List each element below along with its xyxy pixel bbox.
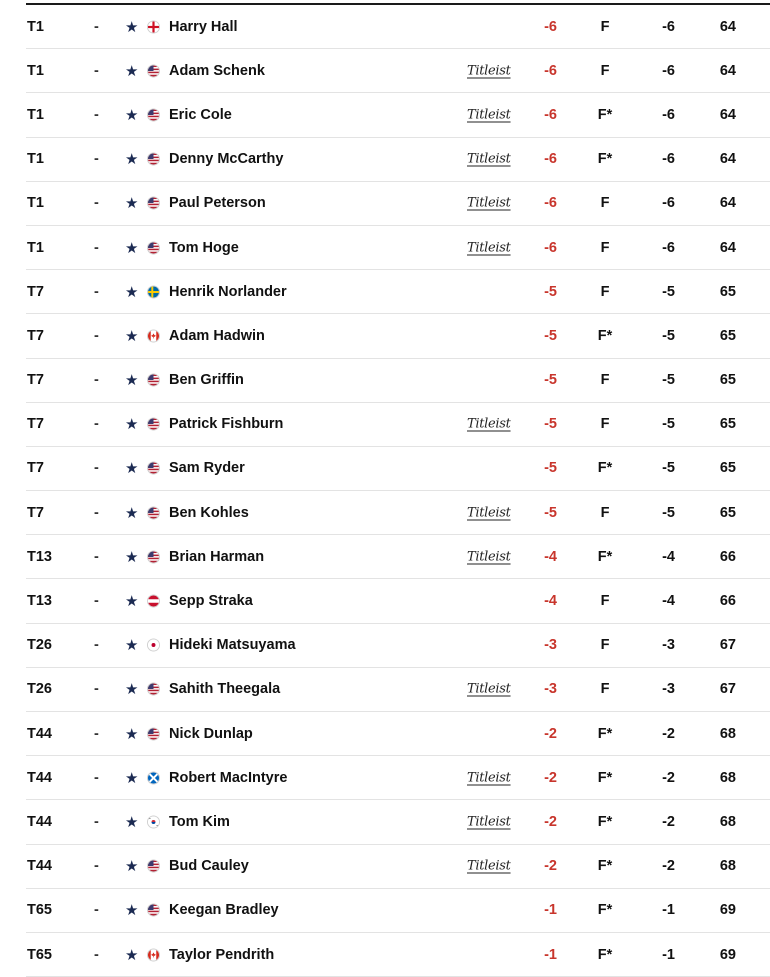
- flag-usa-icon: [147, 418, 160, 431]
- round-score: -4: [662, 548, 675, 565]
- round-strokes: 68: [719, 858, 736, 875]
- round-score: -3: [662, 681, 675, 698]
- round-score: -5: [662, 460, 675, 477]
- position-movement: -: [94, 372, 99, 389]
- thru-status: F: [600, 62, 610, 79]
- sponsor-logo: Titleist: [467, 107, 511, 123]
- player-row[interactable]: [26, 314, 770, 358]
- player-row[interactable]: [26, 845, 770, 889]
- round-strokes: 68: [719, 725, 736, 742]
- position-movement: -: [94, 548, 99, 565]
- round-strokes: 64: [719, 195, 736, 212]
- round-score: -5: [662, 283, 675, 300]
- sponsor-logo: Titleist: [467, 770, 511, 786]
- round-strokes: 66: [719, 548, 736, 565]
- player-name[interactable]: Hideki Matsuyama: [169, 637, 296, 654]
- total-to-par: -6: [544, 18, 557, 35]
- favorite-star-icon[interactable]: ★: [125, 946, 139, 964]
- total-to-par: -6: [544, 239, 557, 256]
- leaderboard: [26, 3, 770, 977]
- flag-aut-icon: [147, 595, 160, 608]
- position-movement: -: [94, 151, 99, 168]
- position-movement: -: [94, 813, 99, 830]
- flag-usa-icon: [147, 904, 160, 917]
- player-name[interactable]: Robert MacIntyre: [169, 769, 288, 786]
- player-row[interactable]: [26, 447, 770, 491]
- position: T1: [27, 106, 44, 123]
- position-movement: -: [94, 681, 99, 698]
- round-strokes: 64: [719, 151, 736, 168]
- total-to-par: -2: [544, 813, 557, 830]
- favorite-star-icon[interactable]: ★: [125, 239, 139, 257]
- position: T1: [27, 151, 44, 168]
- flag-sco-icon: [147, 771, 160, 784]
- position: T44: [27, 858, 52, 875]
- flag-usa-icon: [147, 153, 160, 166]
- position: T26: [27, 637, 52, 654]
- flag-jpn-icon: [147, 639, 160, 652]
- favorite-star-icon[interactable]: ★: [125, 460, 139, 478]
- round-score: -1: [662, 946, 675, 963]
- flag-eng-icon: [147, 20, 160, 33]
- round-score: -5: [662, 416, 675, 433]
- position-movement: -: [94, 637, 99, 654]
- player-name[interactable]: Patrick Fishburn: [169, 416, 284, 433]
- position: T65: [27, 902, 52, 919]
- favorite-star-icon[interactable]: ★: [125, 858, 139, 876]
- position-movement: -: [94, 460, 99, 477]
- flag-usa-icon: [147, 241, 160, 254]
- position: T26: [27, 681, 52, 698]
- player-row[interactable]: [26, 182, 770, 226]
- sponsor-logo: Titleist: [467, 240, 511, 256]
- thru-status: F: [600, 372, 610, 389]
- total-to-par: -6: [544, 195, 557, 212]
- player-row[interactable]: [26, 933, 770, 977]
- round-strokes: 65: [719, 283, 736, 300]
- player-row[interactable]: [26, 270, 770, 314]
- total-to-par: -3: [544, 681, 557, 698]
- flag-usa-icon: [147, 374, 160, 387]
- round-strokes: 68: [719, 769, 736, 786]
- favorite-star-icon[interactable]: ★: [125, 151, 139, 169]
- player-name[interactable]: Tom Hoge: [169, 239, 239, 256]
- total-to-par: -5: [544, 283, 557, 300]
- position: T1: [27, 18, 44, 35]
- flag-usa-icon: [147, 108, 160, 121]
- thru-status: F: [600, 283, 610, 300]
- player-name[interactable]: Paul Peterson: [169, 195, 266, 212]
- thru-status: F: [600, 239, 610, 256]
- round-score: -5: [662, 327, 675, 344]
- position-movement: -: [94, 106, 99, 123]
- position-movement: -: [94, 327, 99, 344]
- flag-usa-icon: [147, 197, 160, 210]
- flag-usa-icon: [147, 506, 160, 519]
- round-score: -2: [662, 725, 675, 742]
- round-strokes: 64: [719, 106, 736, 123]
- thru-status: F*: [597, 946, 613, 963]
- position-movement: -: [94, 239, 99, 256]
- thru-status: F*: [597, 858, 613, 875]
- position: T44: [27, 725, 52, 742]
- player-name[interactable]: Henrik Norlander: [169, 283, 287, 300]
- round-strokes: 65: [719, 460, 736, 477]
- favorite-star-icon[interactable]: ★: [125, 637, 139, 655]
- favorite-star-icon[interactable]: ★: [125, 283, 139, 301]
- player-name[interactable]: Adam Schenk: [169, 62, 265, 79]
- round-score: -5: [662, 372, 675, 389]
- thru-status: F*: [597, 548, 613, 565]
- total-to-par: -3: [544, 637, 557, 654]
- round-strokes: 67: [719, 637, 736, 654]
- round-score: -3: [662, 637, 675, 654]
- position-movement: -: [94, 416, 99, 433]
- round-strokes: 65: [719, 372, 736, 389]
- position: T7: [27, 460, 44, 477]
- sponsor-logo: Titleist: [467, 681, 511, 697]
- flag-swe-icon: [147, 285, 160, 298]
- favorite-star-icon[interactable]: ★: [125, 593, 139, 611]
- flag-usa-icon: [147, 550, 160, 563]
- thru-status: F: [600, 504, 610, 521]
- thru-status: F: [600, 681, 610, 698]
- player-name[interactable]: Eric Cole: [169, 106, 232, 123]
- position: T13: [27, 548, 52, 565]
- round-score: -6: [662, 62, 675, 79]
- player-name[interactable]: Nick Dunlap: [169, 725, 253, 742]
- favorite-star-icon[interactable]: ★: [125, 769, 139, 787]
- position-movement: -: [94, 62, 99, 79]
- sponsor-logo: Titleist: [467, 505, 511, 521]
- total-to-par: -6: [544, 62, 557, 79]
- favorite-star-icon[interactable]: ★: [125, 106, 139, 124]
- favorite-star-icon[interactable]: ★: [125, 62, 139, 80]
- flag-usa-icon: [147, 683, 160, 696]
- position: T7: [27, 327, 44, 344]
- thru-status: F*: [597, 769, 613, 786]
- favorite-star-icon[interactable]: ★: [125, 372, 139, 390]
- player-name[interactable]: Bud Cauley: [169, 858, 249, 875]
- round-strokes: 67: [719, 681, 736, 698]
- round-strokes: 64: [719, 62, 736, 79]
- flag-can-icon: [147, 329, 160, 342]
- position-movement: -: [94, 283, 99, 300]
- total-to-par: -4: [544, 548, 557, 565]
- thru-status: F: [600, 593, 610, 610]
- flag-usa-icon: [147, 462, 160, 475]
- position: T1: [27, 195, 44, 212]
- total-to-par: -6: [544, 106, 557, 123]
- position-movement: -: [94, 769, 99, 786]
- player-name[interactable]: Sahith Theegala: [169, 681, 281, 698]
- player-row[interactable]: [26, 49, 770, 93]
- favorite-star-icon[interactable]: ★: [125, 416, 139, 434]
- thru-status: F*: [597, 151, 613, 168]
- round-score: -1: [662, 902, 675, 919]
- round-score: -6: [662, 195, 675, 212]
- round-score: -6: [662, 239, 675, 256]
- round-strokes: 66: [719, 593, 736, 610]
- thru-status: F: [600, 195, 610, 212]
- flag-usa-icon: [147, 727, 160, 740]
- round-score: -2: [662, 769, 675, 786]
- sponsor-logo: Titleist: [467, 858, 511, 874]
- position: T13: [27, 593, 52, 610]
- round-score: -4: [662, 593, 675, 610]
- position: T44: [27, 813, 52, 830]
- position: T7: [27, 504, 44, 521]
- total-to-par: -5: [544, 416, 557, 433]
- flag-can-icon: [147, 948, 160, 961]
- player-name[interactable]: Taylor Pendrith: [169, 946, 275, 963]
- player-name[interactable]: Sepp Straka: [169, 593, 253, 610]
- position: T1: [27, 239, 44, 256]
- total-to-par: -1: [544, 902, 557, 919]
- position-movement: -: [94, 195, 99, 212]
- player-name[interactable]: Adam Hadwin: [169, 327, 265, 344]
- player-name[interactable]: Tom Kim: [169, 813, 230, 830]
- player-row[interactable]: [26, 535, 770, 579]
- player-row[interactable]: [26, 800, 770, 844]
- position-movement: -: [94, 18, 99, 35]
- player-row[interactable]: [26, 579, 770, 623]
- position: T65: [27, 946, 52, 963]
- round-score: -6: [662, 151, 675, 168]
- total-to-par: -2: [544, 725, 557, 742]
- player-name[interactable]: Ben Kohles: [169, 504, 249, 521]
- round-strokes: 64: [719, 239, 736, 256]
- thru-status: F: [600, 637, 610, 654]
- total-to-par: -4: [544, 593, 557, 610]
- player-row[interactable]: [26, 93, 770, 137]
- player-row[interactable]: [26, 5, 770, 49]
- player-name[interactable]: Sam Ryder: [169, 460, 245, 477]
- total-to-par: -5: [544, 460, 557, 477]
- sponsor-logo: Titleist: [467, 814, 511, 830]
- position-movement: -: [94, 858, 99, 875]
- position-movement: -: [94, 725, 99, 742]
- favorite-star-icon[interactable]: ★: [125, 548, 139, 566]
- round-score: -6: [662, 106, 675, 123]
- position: T7: [27, 416, 44, 433]
- round-score: -6: [662, 18, 675, 35]
- thru-status: F*: [597, 327, 613, 344]
- player-name[interactable]: Harry Hall: [169, 18, 238, 35]
- favorite-star-icon[interactable]: ★: [125, 813, 139, 831]
- player-row[interactable]: [26, 624, 770, 668]
- player-row[interactable]: [26, 359, 770, 403]
- sponsor-logo: Titleist: [467, 549, 511, 565]
- round-strokes: 64: [719, 18, 736, 35]
- favorite-star-icon[interactable]: ★: [125, 195, 139, 213]
- favorite-star-icon[interactable]: ★: [125, 18, 139, 36]
- player-name[interactable]: Brian Harman: [169, 548, 265, 565]
- position-movement: -: [94, 504, 99, 521]
- position: T1: [27, 62, 44, 79]
- flag-usa-icon: [147, 64, 160, 77]
- round-score: -5: [662, 504, 675, 521]
- player-name[interactable]: Ben Griffin: [169, 372, 244, 389]
- favorite-star-icon[interactable]: ★: [125, 504, 139, 522]
- total-to-par: -5: [544, 372, 557, 389]
- total-to-par: -2: [544, 858, 557, 875]
- sponsor-logo: Titleist: [467, 151, 511, 167]
- player-row[interactable]: [26, 756, 770, 800]
- sponsor-logo: Titleist: [467, 195, 511, 211]
- position-movement: -: [94, 593, 99, 610]
- thru-status: F*: [597, 725, 613, 742]
- total-to-par: -2: [544, 769, 557, 786]
- position-movement: -: [94, 902, 99, 919]
- round-strokes: 65: [719, 416, 736, 433]
- flag-usa-icon: [147, 860, 160, 873]
- thru-status: F: [600, 416, 610, 433]
- thru-status: F*: [597, 460, 613, 477]
- thru-status: F*: [597, 902, 613, 919]
- round-strokes: 69: [719, 946, 736, 963]
- player-name[interactable]: Denny McCarthy: [169, 151, 284, 168]
- thru-status: F*: [597, 813, 613, 830]
- favorite-star-icon[interactable]: ★: [125, 681, 139, 699]
- player-name[interactable]: Keegan Bradley: [169, 902, 279, 919]
- player-row[interactable]: [26, 491, 770, 535]
- player-row[interactable]: [26, 889, 770, 933]
- player-row[interactable]: [26, 138, 770, 182]
- position: T7: [27, 283, 44, 300]
- total-to-par: -5: [544, 327, 557, 344]
- player-row[interactable]: [26, 226, 770, 270]
- sponsor-logo: Titleist: [467, 63, 511, 79]
- thru-status: F*: [597, 106, 613, 123]
- sponsor-logo: Titleist: [467, 416, 511, 432]
- position: T7: [27, 372, 44, 389]
- total-to-par: -1: [544, 946, 557, 963]
- player-row[interactable]: [26, 668, 770, 712]
- round-strokes: 65: [719, 327, 736, 344]
- position-movement: -: [94, 946, 99, 963]
- favorite-star-icon[interactable]: ★: [125, 902, 139, 920]
- favorite-star-icon[interactable]: ★: [125, 327, 139, 345]
- player-row[interactable]: [26, 712, 770, 756]
- total-to-par: -6: [544, 151, 557, 168]
- player-row[interactable]: [26, 403, 770, 447]
- round-strokes: 69: [719, 902, 736, 919]
- position: T44: [27, 769, 52, 786]
- total-to-par: -5: [544, 504, 557, 521]
- round-strokes: 65: [719, 504, 736, 521]
- flag-kor-icon: [147, 815, 160, 828]
- round-score: -2: [662, 813, 675, 830]
- thru-status: F: [600, 18, 610, 35]
- favorite-star-icon[interactable]: ★: [125, 725, 139, 743]
- round-strokes: 68: [719, 813, 736, 830]
- round-score: -2: [662, 858, 675, 875]
